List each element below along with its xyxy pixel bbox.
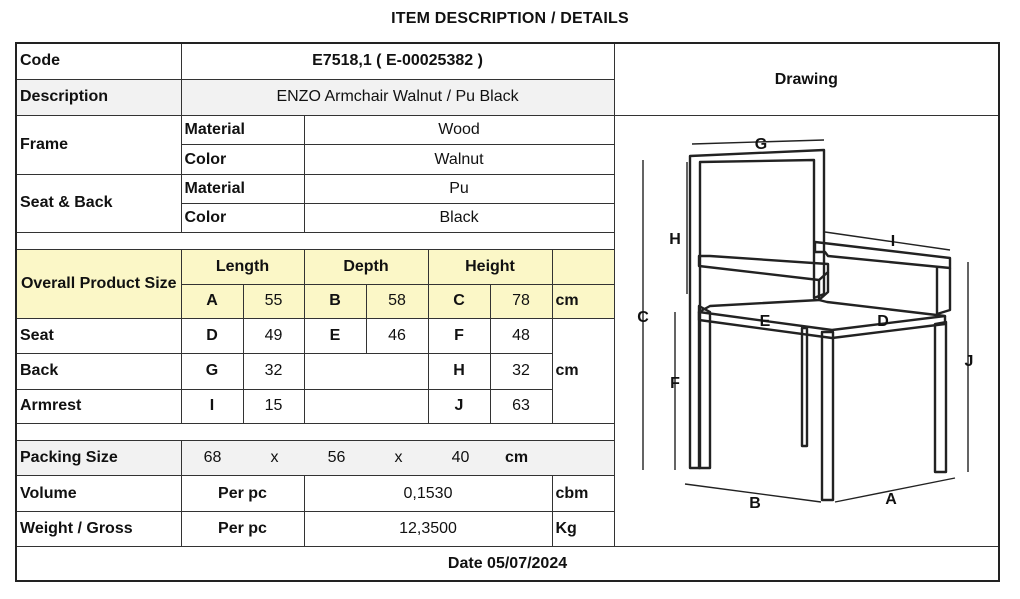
- dim-c-value: 78: [490, 284, 552, 318]
- seat-back-material-label: Material: [181, 174, 304, 203]
- label-e: E: [759, 313, 770, 331]
- volume-value: 0,1530: [304, 476, 552, 511]
- seat-back-color-value: Black: [304, 203, 614, 232]
- dim-h-letter: H: [428, 354, 490, 389]
- dim-e-value: 46: [366, 319, 428, 354]
- dim-a-value: 55: [243, 284, 304, 318]
- unit-header: [552, 250, 614, 284]
- armrest-label: Armrest: [16, 389, 181, 423]
- dim-j-value: 63: [490, 389, 552, 423]
- code-label: Code: [16, 43, 181, 79]
- description-value: ENZO Armchair Walnut / Pu Black: [181, 79, 614, 115]
- depth-header: Depth: [304, 250, 428, 284]
- length-header: Length: [181, 250, 304, 284]
- date-footer: Date 05/07/2024: [16, 547, 999, 581]
- label-g: G: [754, 136, 767, 154]
- volume-unit: cbm: [552, 476, 614, 511]
- packing-x2: x: [394, 449, 403, 467]
- packing-width: 56: [327, 449, 346, 467]
- weight-per: Per pc: [181, 511, 304, 546]
- back-label: Back: [16, 354, 181, 389]
- drawing-area: [614, 116, 999, 547]
- item-details-table: [15, 42, 1000, 582]
- packing-label: Packing Size: [16, 441, 181, 476]
- packing-unit: cm: [504, 449, 529, 467]
- dim-d-letter: D: [181, 319, 243, 354]
- left-armrest: [699, 256, 828, 280]
- frame-label: Frame: [16, 116, 181, 175]
- packing-length: 68: [203, 449, 222, 467]
- label-f: F: [669, 375, 680, 393]
- detail-unit: cm: [552, 319, 614, 424]
- packing-x1: x: [270, 449, 279, 467]
- spacer-row: [16, 233, 614, 250]
- dim-c-letter: C: [428, 284, 490, 318]
- label-b: B: [748, 495, 761, 513]
- dim-d-value: 49: [243, 319, 304, 354]
- height-header: Height: [428, 250, 552, 284]
- weight-unit: Kg: [552, 511, 614, 546]
- weight-value: 12,3500: [304, 511, 552, 546]
- spacer-row: [16, 423, 614, 440]
- page-title: ITEM DESCRIPTION / DETAILS: [391, 10, 629, 27]
- chair-drawing: [615, 116, 1000, 544]
- dim-i-letter: I: [181, 389, 243, 423]
- overall-size-label: Overall Product Size: [16, 250, 181, 319]
- code-value: E7518,1 ( E-00025382 ): [181, 43, 614, 79]
- label-h: H: [668, 231, 681, 249]
- dim-f-letter: F: [428, 319, 490, 354]
- label-c: C: [636, 309, 649, 327]
- dim-b-value: 58: [366, 284, 428, 318]
- label-d: D: [876, 313, 889, 331]
- dim-g-value: 32: [243, 354, 304, 389]
- dim-i-value: 15: [243, 389, 304, 423]
- description-label: Description: [16, 79, 181, 115]
- frame-color-label: Color: [181, 145, 304, 174]
- frame-material-value: Wood: [304, 116, 614, 145]
- label-a: A: [884, 491, 897, 509]
- dim-i: [825, 232, 950, 250]
- weight-label: Weight / Gross: [16, 511, 181, 546]
- volume-per: Per pc: [181, 476, 304, 511]
- label-j: J: [964, 353, 974, 371]
- right-armrest: [815, 242, 950, 268]
- seat-back-color-label: Color: [181, 203, 304, 232]
- volume-label: Volume: [16, 476, 181, 511]
- dim-b-letter: B: [304, 284, 366, 318]
- frame-material-label: Material: [181, 116, 304, 145]
- overall-unit: cm: [552, 284, 614, 318]
- packing-values: [181, 441, 614, 476]
- drawing-label: Drawing: [614, 43, 999, 116]
- dim-j-letter: J: [428, 389, 490, 423]
- dim-e-letter: E: [304, 319, 366, 354]
- seat-back-material-value: Pu: [304, 174, 614, 203]
- seat-back-label: Seat & Back: [16, 174, 181, 233]
- label-i: I: [890, 233, 895, 251]
- dim-a-letter: A: [181, 284, 243, 318]
- armrest-empty: [304, 389, 428, 423]
- packing-height: 40: [451, 449, 470, 467]
- front-center-leg: [822, 332, 833, 500]
- frame-color-value: Walnut: [304, 145, 614, 174]
- back-right-leg: [935, 322, 946, 472]
- dim-f-value: 48: [490, 319, 552, 354]
- dim-g-letter: G: [181, 354, 243, 389]
- back-empty: [304, 354, 428, 389]
- inner-back-leg: [802, 328, 807, 446]
- right-armrest-post: [937, 266, 950, 314]
- dim-h-value: 32: [490, 354, 552, 389]
- seat-label: Seat: [16, 319, 181, 354]
